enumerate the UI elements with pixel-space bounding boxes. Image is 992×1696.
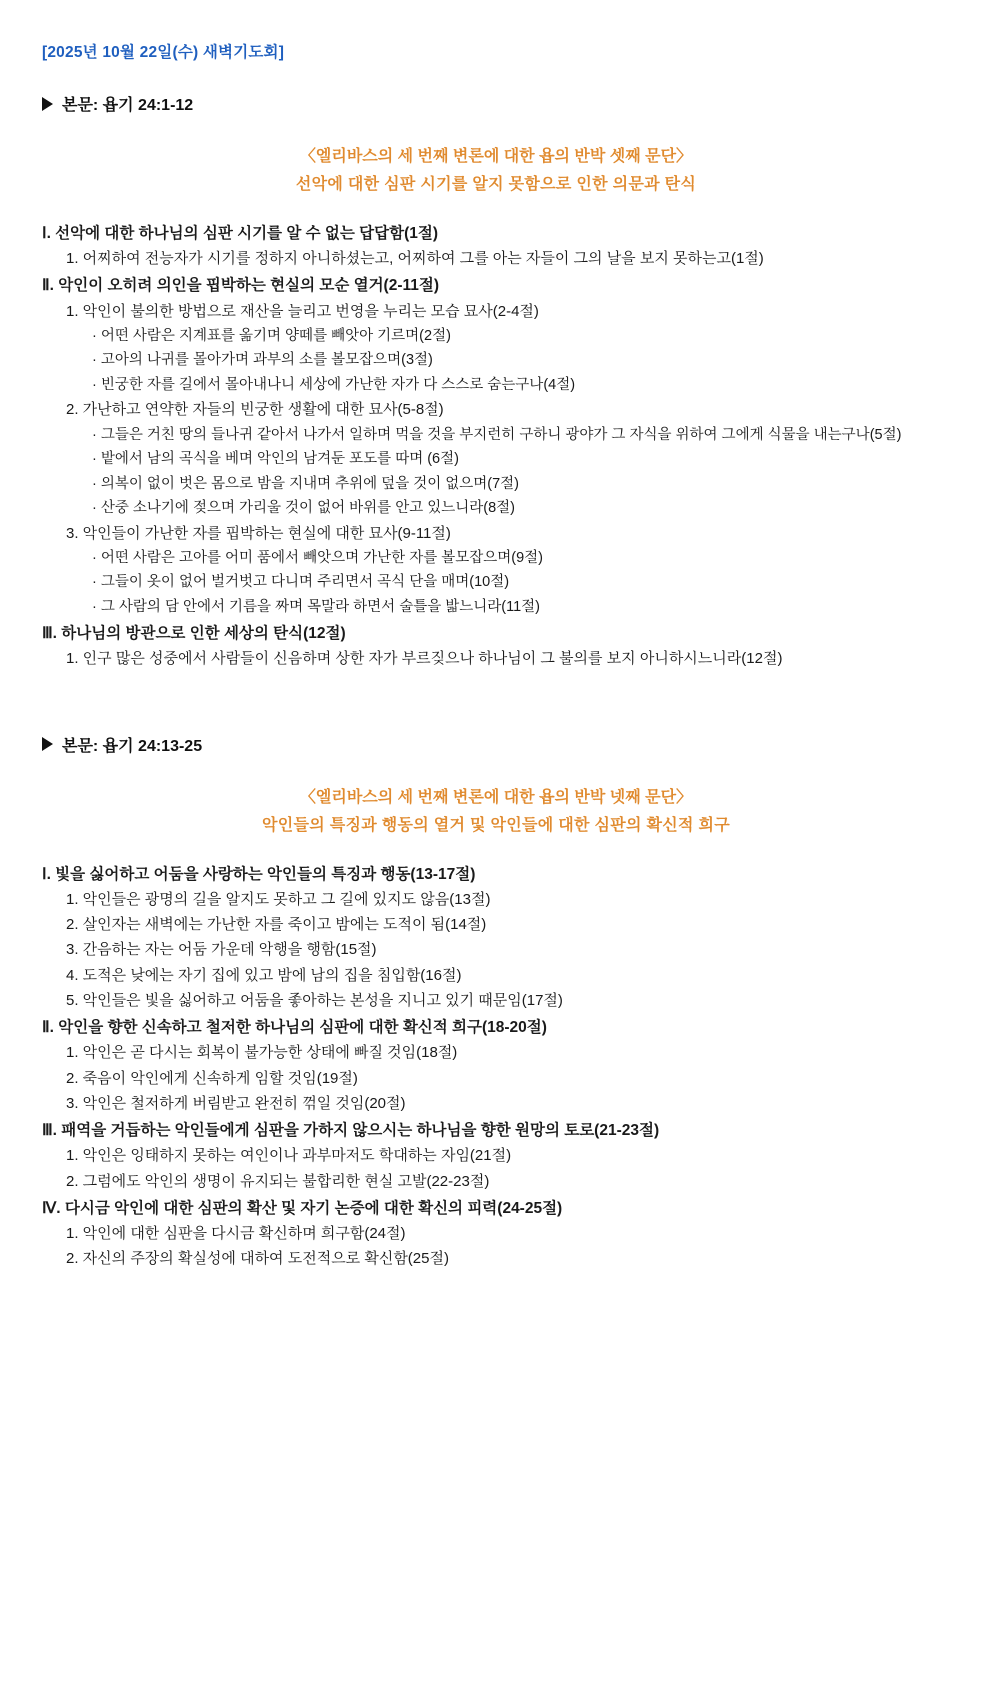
section-title-line1-2: 〈엘리바스의 세 번째 변론에 대한 욥의 반박 넷째 문단〉	[299, 788, 693, 806]
outline-item: · 산중 소나기에 젖으며 가리울 것이 없어 바위를 안고 있느니라(8절)	[92, 500, 515, 517]
section-heading-label-1: 본문: 욥기 24:1-12	[62, 97, 194, 114]
outline-item: 1. 악인은 잉태하지 못하는 여인이나 과부마저도 학대하는 자임(21절)	[66, 1147, 512, 1165]
outline-item: · 어떤 사람은 고아를 어미 품에서 빼앗으며 가난한 자를 볼모잡으며(9절)	[92, 549, 544, 566]
outline-item: Ⅱ. 악인이 오히려 의인을 핍박하는 현실의 모순 열거(2-11절)	[42, 277, 440, 295]
outline-item: 2. 자신의 주장의 확실성에 대하여 도전적으로 확신함(25절)	[66, 1250, 449, 1268]
outline-item: · 그 사람의 담 안에서 기름을 짜며 목말라 하면서 술틀을 밟느니라(11절)	[92, 598, 541, 615]
outline-item: 1. 악인은 곧 다시는 회복이 불가능한 상태에 빠질 것임(18절)	[66, 1044, 458, 1062]
outline-item: Ⅳ. 다시금 악인에 대한 심판의 확산 및 자기 논증에 대한 확신의 피력(24-25절)	[42, 1199, 563, 1217]
outline-item: 5. 악인들은 빛을 싫어하고 어둠을 좋아하는 본성을 지니고 있기 때문임(17절)	[66, 991, 563, 1009]
outline-item: Ⅱ. 악인을 향한 신속하고 철저한 하나님의 심판에 대한 확신적 희구(18-20절)	[42, 1019, 547, 1037]
outline-list-1	[40, 221, 952, 672]
section-title-block-1	[40, 143, 952, 199]
section-title-block-2	[40, 784, 952, 840]
section-title-line2-2: 악인들의 특징과 행동의 열거 및 악인들에 대한 심판의 확신적 희구	[261, 816, 731, 834]
outline-item: 2. 그럼에도 악인의 생명이 유지되는 불합리한 현실 고발(22-23절)	[66, 1172, 490, 1190]
outline-item: · 밭에서 남의 곡식을 베며 악인의 남겨둔 포도를 따며 (6절)	[92, 451, 459, 468]
outline-item: 1. 어찌하여 전능자가 시기를 정하지 아니하셨는고, 어찌하여 그를 아는 자들이 그의 날을 보지 못하는고(1절)	[66, 250, 764, 268]
outline-item: Ⅲ. 하나님의 방관으로 인한 세상의 탄식(12절)	[42, 625, 346, 643]
outline-item: 3. 간음하는 자는 어둠 가운데 악행을 행함(15절)	[66, 941, 377, 959]
section-title-line1-1: 〈엘리바스의 세 번째 변론에 대한 욥의 반박 셋째 문단〉	[299, 148, 693, 165]
outline-item: 1. 악인이 불의한 방법으로 재산을 늘리고 번영을 누리는 모습 묘사(2-4절)	[66, 302, 539, 320]
outline-item: Ⅰ. 선악에 대한 하나님의 심판 시기를 알 수 없는 답답함(1절)	[42, 225, 438, 242]
outline-item: 2. 죽음이 악인에게 신속하게 임할 것임(19절)	[66, 1069, 358, 1087]
outline-item: 3. 악인은 철저하게 버림받고 완전히 꺾일 것임(20절)	[66, 1094, 406, 1112]
outline-list-2	[40, 862, 952, 1272]
section-heading-2	[42, 733, 952, 756]
outline-item: · 그들이 옷이 없어 벌거벗고 다니며 주리면서 곡식 단을 매며(10절)	[92, 574, 510, 591]
outline-item: · 빈궁한 자를 길에서 몰아내나니 세상에 가난한 자가 다 스스로 숨는구나(4절)	[92, 376, 576, 393]
outline-item: Ⅲ. 패역을 거듭하는 악인들에게 심판을 가하지 않으시는 하나님을 향한 원망의 토로(21-23절)	[42, 1122, 660, 1140]
outline-item: Ⅰ. 빛을 싫어하고 어둠을 사랑하는 악인들의 특징과 행동(13-17절)	[42, 865, 476, 883]
outline-item: 1. 악인들은 광명의 길을 알지도 못하고 그 길에 있지도 않음(13절)	[66, 890, 491, 908]
triangle-bullet-icon	[42, 97, 53, 111]
outline-item: · 어떤 사람은 지계표를 옮기며 양떼를 빼앗아 기르며(2절)	[92, 327, 451, 344]
document-date-header: [2025년 10월 22일(수) 새벽기도회]	[42, 44, 285, 61]
section-title-line2-1: 선악에 대한 심판 시기를 알지 못함으로 인한 의문과 탄식	[295, 176, 697, 193]
outline-item: 2. 가난하고 연약한 자들의 빈궁한 생활에 대한 묘사(5-8절)	[66, 401, 444, 419]
outline-item: · 그들은 거친 땅의 들나귀 같아서 나가서 일하며 먹을 것을 부지런히 구하니 광야가 그 자식을 위하여 그에게 식물을 내는구나(5절)	[92, 426, 902, 443]
section-heading-label-2: 본문: 욥기 24:13-25	[62, 737, 203, 755]
outline-item: 3. 악인들이 가난한 자를 핍박하는 현실에 대한 묘사(9-11절)	[66, 524, 451, 542]
section-heading-1	[42, 92, 952, 115]
outline-item: 4. 도적은 낮에는 자기 집에 있고 밤에 남의 집을 침입함(16절)	[66, 966, 462, 984]
scripture-section-1	[40, 92, 952, 672]
triangle-bullet-icon	[42, 737, 53, 751]
scripture-section-2	[40, 733, 952, 1272]
outline-item: 2. 살인자는 새벽에는 가난한 자를 죽이고 밤에는 도적이 됨(14절)	[66, 916, 487, 934]
outline-item: · 의복이 없이 벗은 몸으로 밤을 지내며 추위에 덮을 것이 없으며(7절)	[92, 475, 520, 492]
outline-item: 1. 인구 많은 성중에서 사람들이 신음하며 상한 자가 부르짖으나 하나님이 그 불의를 보지 아니하시느니라(12절)	[66, 650, 783, 668]
outline-item: · 고아의 나귀를 몰아가며 과부의 소를 볼모잡으며(3절)	[92, 352, 433, 369]
outline-item: 1. 악인에 대한 심판을 다시금 확신하며 희구함(24절)	[66, 1225, 406, 1243]
